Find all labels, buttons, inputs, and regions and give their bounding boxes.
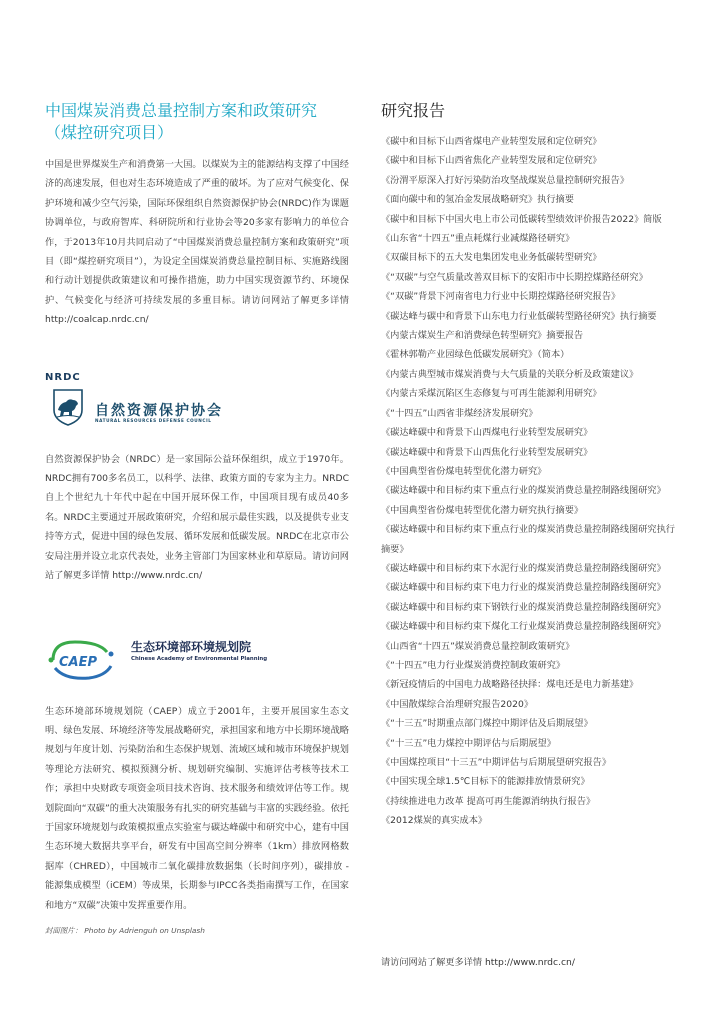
report-list-item: 《碳达峰碳中和目标约束下水泥行业的煤炭消费总量控制路线图研究》 (381, 562, 666, 574)
nrdc-logo-word: NRDC (45, 371, 81, 383)
report-list-item: 《汾渭平原深入打好污染防治攻坚战煤炭总量控制研究报告》 (381, 174, 630, 186)
report-list-item: 《中国煤控项目“十三五”中期评估与后期展望研究报告》 (381, 757, 612, 768)
polar-bear-icon (48, 386, 88, 426)
reports-title: 研究报告 (381, 101, 446, 120)
report-list-item: 《中国散煤综合治理研究报告2020》 (381, 698, 534, 710)
report-list-item: 《碳达峰与碳中和背景下山东电力行业低碳转型路径研究》执行摘要 (381, 310, 657, 322)
nrdc-intro: 自然资源保护协会（NRDC）是一家国际公益环保组织，成立于1970年。NRDC拥有700多名员工，以科学、法律、政策方面的专家为主力。NRDC自上个世纪九十年代中起在中国开展环保工作，中国项目现有成员40多名。NRDC主要通过开展政策研究，介绍和展示最佳实践，以及提供专业支持等方式，促进中国的绿色发展、循环发展和低碳发展。NRDC在北京市公安局注册并设立北京代表处，业务主管部门为国家林业和草原局。请访问网站了解更多详情 http://www.nrdc.cn/ (45, 453, 349, 582)
coalcap-title (45, 100, 349, 144)
right-column (381, 100, 681, 831)
report-list-item: 《中国典型省份煤电转型优化潜力研究》 (381, 465, 547, 477)
caep-logo (45, 636, 349, 684)
report-list-item: 《碳达峰碳中和目标约束下钢铁行业的煤炭消费总量控制路线图研究》 (381, 601, 666, 613)
report-list-item: 《山西省“十四五”煤炭消费总量控制政策研究》 (381, 640, 575, 652)
report-list-item: 《“十四五”电力行业煤炭消费控制政策研究》 (381, 659, 566, 671)
caep-name-cn: 生态环境部环境规划院 (131, 639, 252, 654)
report-list-item: 《“双碳”与空气质量改善双目标下的安阳市中长期控煤路径研究》 (381, 271, 648, 283)
caep-logo-word: CAEP (59, 654, 98, 670)
left-column (45, 100, 349, 915)
report-list-item: 《中国典型省份煤电转型优化潜力研究执行摘要》 (381, 504, 584, 516)
report-list-item: 《碳达峰碳中和背景下山西煤电行业转型发展研究》 (381, 427, 593, 439)
report-list-item: 《面向碳中和的氢冶金发展战略研究》执行摘要 (381, 194, 574, 206)
report-list-item: 《山东省“十四五”重点耗煤行业减煤路径研究》 (381, 233, 575, 245)
report-list-item: 《“十三五”电力煤控中期评估与后期展望》 (381, 737, 556, 749)
report-list-item: 《碳达峰碳中和目标约束下煤化工行业煤炭消费总量控制路线图研究》 (381, 621, 666, 633)
coalcap-title-line1: 中国煤炭消费总量控制方案和政策研究 (45, 101, 318, 120)
cover-photo-credit: 封面图片： Photo by Adrienguh on Unsplash (45, 926, 205, 935)
report-list-item: 《碳达峰碳中和目标约束下重点行业的煤炭消费总量控制路线图研究执行摘要》 (381, 524, 675, 555)
report-list-item: 《持续推进电力改革 提高可再生能源消纳执行报告》 (381, 795, 596, 807)
report-list-item: 《中国实现全球1.5℃目标下的能源排放情景研究》 (381, 776, 590, 788)
report-list-item: 《碳达峰碳中和目标约束下重点行业的煤炭消费总量控制路线图研究》 (381, 485, 666, 497)
report-list-item: 《碳达峰碳中和目标约束下电力行业的煤炭消费总量控制路线图研究》 (381, 582, 666, 594)
nrdc-logo (45, 372, 349, 434)
report-list-item: 《内蒙古采煤沉陷区生态修复与可再生能源利用研究》 (381, 388, 602, 400)
report-list-item: 《内蒙古典型城市煤炭消费与大气质量的关联分析及政策建议》 (381, 368, 639, 380)
report-list-item: 《内蒙古煤炭生产和消费绿色转型研究》摘要报告 (381, 330, 584, 342)
report-list (381, 132, 681, 831)
report-list-item: 《碳中和目标下山西省焦化产业转型发展和定位研究》 (381, 155, 602, 167)
nrdc-name-cn: 自然资源保护协会 (95, 402, 223, 419)
report-list-item: 《霍林郭勒产业园绿色低碳发展研究》（简本） (381, 349, 570, 361)
caep-name-en: Chinese Academy of Environmental Planning (131, 655, 268, 662)
reports-more-link[interactable]: 请访问网站了解更多详情 http://www.nrdc.cn/ (381, 957, 575, 968)
coalcap-intro: 中国是世界煤炭生产和消费第一大国。以煤炭为主的能源结构支撑了中国经济的高速发展，但也对生态环境造成了严重的破坏。为了应对气候变化、保护环境和减少空气污染，国际环保组织自然资源保护协会(NRDC)作为课题协调单位，与政府智库、科研院所和行业协会等20多家有影响力的单位合作，于2013年10月共同启动了“中国煤炭消费总量控制方案和政策研究”项目（即“煤控研究项目”），为设定全国煤炭消费总量控制目标、实施路线图和行动计划提供政策建议和可操作措施，助力中国实现资源节约、环境保护、气候变化与经济可持续发展的多重目标。请访问网站了解更多详情 http://coalcap.nrdc.cn/ (45, 159, 349, 326)
report-list-item: 《碳中和目标下山西省煤电产业转型发展和定位研究》 (381, 136, 602, 147)
coalcap-title-line2: （煤控研究项目） (45, 123, 174, 142)
report-list-item: 《“十三五”时期重点部门煤控中期评估及后期展望》 (381, 718, 593, 730)
report-list-item: 《碳中和目标下中国火电上市公司低碳转型绩效评价报告2022》简版 (381, 213, 662, 225)
report-list-item: 《“双碳”背景下河南省电力行业中长期控煤路径研究报告》 (381, 291, 621, 303)
report-list-item: 《“十四五”山西省非煤经济发展研究》 (381, 407, 538, 419)
report-list-item: 《碳达峰碳中和背景下山西焦化行业转型发展研究》 (381, 446, 593, 458)
report-list-item: 《新冠疫情后的中国电力战略路径抉择：煤电还是电力新基建》 (381, 679, 639, 691)
caep-intro: 生态环境部环境规划院（CAEP）成立于2001年，主要开展国家生态文明、绿色发展、环境经济等发展战略研究，承担国家和地方中长期环境战略规划与年度计划、污染防治和生态保护规划、流域区域和城市环境保护规划等理论方法研究、模拟预测分析、规划研究编制、实施评估考核等技术工作；承担中央财政专项资金项目技术咨询、技术服务和绩效评估等工作。规划院面向“双碳”的重大决策服务有扎实的研究基础与丰富的实践经验。依托于国家环境规划与政策模拟重点实验室与碳达峰碳中和研究中心，建有中国生态环境大数据共享平台，研发有中国高空间分辨率（1km）排放网格数据库（CHRED），中国城市二氧化碳排放数据集（长时间序列），碳排放 - 能源集成模型（iCEM）等成果，长期参与IPCC各类指南撰写工作，在国家和地方“双碳”决策中发挥重要作用。 (45, 705, 349, 911)
nrdc-name-en: NATURAL RESOURCES DEFENSE COUNCIL (95, 417, 212, 423)
report-list-item: 《2012煤炭的真实成本》 (381, 815, 488, 827)
report-list-item: 《双碳目标下的五大发电集团发电业务低碳转型研究》 (381, 252, 602, 264)
caep-emblem-icon (45, 636, 125, 684)
